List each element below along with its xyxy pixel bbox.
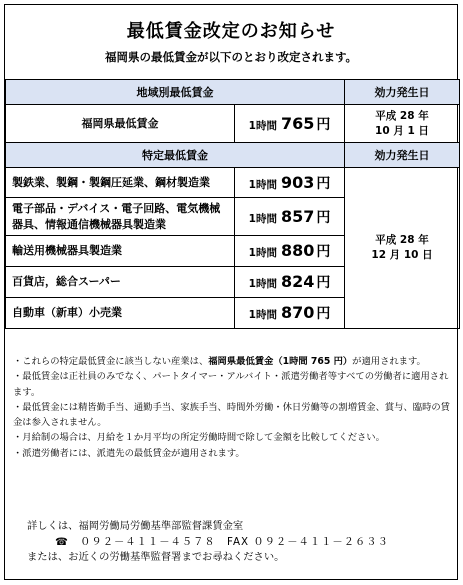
wage-amount: 1時間 880 円 xyxy=(235,236,345,267)
industry-name: 百貨店，総合スーパー xyxy=(6,267,235,298)
specific-header: 特定最低賃金 xyxy=(6,143,345,168)
regional-header-row xyxy=(6,80,460,105)
industry-name: 電子部品・デバイス・電子回路、電気機械器具、情報通信機械器具製造業 xyxy=(6,198,235,236)
telephone-icon: ☎ ０９２－４１１－４５７８ FAX ０９２－４１１－２６３３ xyxy=(55,535,389,548)
contact-section xyxy=(27,519,389,566)
wage-amount: 1時間 903 円 xyxy=(235,168,345,198)
note-item: ・最低賃金には精皆勤手当、通勤手当、家族手当、時間外労働・休日労働等の割増賃金、賞与、臨時の賃金は参入されません。 xyxy=(13,401,450,429)
contact-office: 詳しくは、福岡労働局労働基準部監督課賃金室 xyxy=(27,520,244,532)
wage-table xyxy=(5,79,460,329)
wage-amount: 1時間 870 円 xyxy=(235,298,345,329)
wage-amount: 1時間 857 円 xyxy=(235,198,345,236)
table-row xyxy=(6,105,460,143)
page-title: 最低賃金改定のお知らせ xyxy=(126,21,336,42)
wage-amount: 1時間 765 円 xyxy=(235,105,345,143)
industry-name: 製鉄業、製鋼・製鋼圧延業、鋼材製造業 xyxy=(6,168,235,198)
note-item: ・派遣労働者には、派遣先の最低賃金が適用されます。 xyxy=(13,447,245,459)
effective-date-header: 効力発生日 xyxy=(345,143,460,168)
effective-date: 平成 28 年 12 月 10 日 xyxy=(345,168,460,329)
notes-section xyxy=(13,354,451,461)
table-row xyxy=(6,168,460,198)
regional-header: 地域別最低賃金 xyxy=(6,80,345,105)
industry-name: 輸送用機械器具製造業 xyxy=(6,236,235,267)
page-subtitle: 福岡県の最低賃金が以下のとおり改定されます。 xyxy=(104,50,358,64)
notice-frame xyxy=(4,4,458,580)
effective-date: 平成 28 年 10 月 1 日 xyxy=(345,105,460,143)
note-item: ・月給制の場合は、月給を１か月平均の所定労働時間で除して金額を比較してください。 xyxy=(13,432,385,444)
regional-name: 福岡県最低賃金 xyxy=(6,105,235,143)
industry-name: 自動車（新車）小売業 xyxy=(6,298,235,329)
effective-date-header: 効力発生日 xyxy=(345,80,460,105)
contact-note: または、お近くの労働基準監督署までお尋ねください。 xyxy=(27,551,285,563)
note-item: ・これらの特定最低賃金に該当しない産業は、福岡県最低賃金（1時間 765 円）が適用されます。 xyxy=(13,356,426,367)
wage-amount: 1時間 824 円 xyxy=(235,267,345,298)
note-item: ・最低賃金は正社員のみでなく、パートタイマー・アルバイト・派遣労働者等すべての労働者に適用されます。 xyxy=(13,371,449,398)
specific-header-row xyxy=(6,143,460,168)
